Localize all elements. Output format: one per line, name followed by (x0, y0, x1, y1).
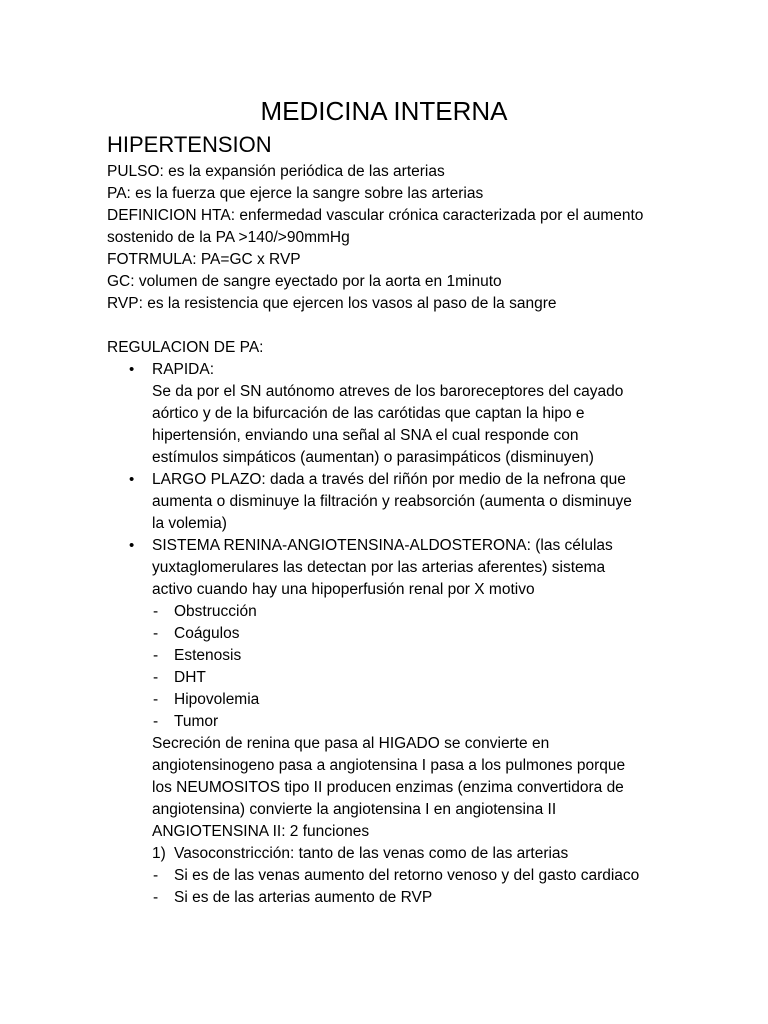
list-item-label: SISTEMA RENINA-ANGIOTENSINA-ALDOSTERONA: (las células (152, 537, 613, 554)
cause-item (107, 623, 667, 645)
cause-item (107, 601, 667, 623)
secretion-line: Secreción de renina que pasa al HIGADO se convierte en (152, 735, 550, 752)
function-detail-label: Si es de las venas aumento del retorno venoso y del gasto cardiaco (174, 867, 640, 884)
function-number: 1) (152, 845, 166, 862)
list-item-sraa (107, 535, 667, 557)
function-detail (107, 887, 667, 909)
definition-line: PA: es la fuerza que ejerce la sangre sobre las arterias (107, 185, 484, 202)
definition-line: DEFINICION HTA: enfermedad vascular crónica caracterizada por el aumento (107, 207, 644, 224)
list-item-largo-plazo (107, 469, 667, 491)
function-detail (107, 865, 667, 887)
function-item (107, 843, 667, 865)
dash-icon: - (153, 669, 159, 686)
cause-label: Coágulos (174, 625, 240, 642)
cause-label: Estenosis (174, 647, 242, 664)
function-detail-label: Si es de las arterias aumento de RVP (174, 889, 433, 906)
definition-line: GC: volumen de sangre eyectado por la aorta en 1minuto (107, 273, 502, 290)
section-heading: HIPERTENSION (107, 132, 272, 157)
dash-icon: - (153, 647, 159, 664)
bullet-icon: • (129, 537, 135, 554)
bullet-icon: • (129, 361, 135, 378)
list-item-text: la volemia) (152, 515, 227, 532)
definition-line: RVP: es la resistencia que ejercen los vasos al paso de la sangre (107, 295, 557, 312)
secretion-line: angiotensinogeno pasa a angiotensina I pasa a los pulmones porque (152, 757, 626, 774)
list-item-label: LARGO PLAZO: dada a través del riñón por medio de la nefrona que (152, 471, 626, 488)
page-title: MEDICINA INTERNA (260, 96, 508, 126)
regulacion-title: REGULACION DE PA: (107, 339, 264, 356)
secretion-line: angiotensina) convierte la angiotensina I en angiotensina II (152, 801, 557, 818)
function-label: Vasoconstricción: tanto de las venas como de las arterias (174, 845, 569, 862)
cause-label: Tumor (174, 713, 219, 730)
list-item-text: hipertensión, enviando una señal al SNA el cual responde con (152, 427, 579, 444)
cause-item (107, 667, 667, 689)
secretion-line: los NEUMOSITOS tipo II producen enzimas (enzima convertidora de (152, 779, 624, 796)
dash-icon: - (153, 691, 159, 708)
definition-line: sostenido de la PA >140/>90mmHg (107, 229, 350, 246)
cause-label: DHT (174, 669, 206, 686)
cause-item (107, 645, 667, 667)
secretion-line: ANGIOTENSINA II: 2 funciones (152, 823, 370, 840)
cause-label: Hipovolemia (174, 691, 260, 708)
list-item-text: estímulos simpáticos (aumentan) o parasimpáticos (disminuyen) (152, 449, 594, 466)
list-item-text: Se da por el SN autónomo atreves de los baroreceptores del cayado (152, 383, 624, 400)
cause-item (107, 689, 667, 711)
list-item-text: aórtico y de la bifurcación de las carótidas que captan la hipo e (152, 405, 585, 422)
list-item-rapida (107, 359, 667, 381)
list-item-text: yuxtaglomerulares las detectan por las arterias aferentes) sistema (152, 559, 606, 576)
spacer (107, 315, 667, 337)
definition-line: FOTRMULA: PA=GC x RVP (107, 251, 301, 268)
list-item-text: aumenta o disminuye la filtración y reabsorción (aumenta o disminuye (152, 493, 632, 510)
bullet-icon: • (129, 471, 135, 488)
dash-icon: - (153, 713, 159, 730)
dash-icon: - (153, 889, 159, 906)
dash-icon: - (153, 603, 159, 620)
definition-line: PULSO: es la expansión periódica de las arterias (107, 163, 445, 180)
document-body (107, 161, 667, 909)
dash-icon: - (153, 867, 159, 884)
dash-icon: - (153, 625, 159, 642)
list-item-text: activo cuando hay una hipoperfusión renal por X motivo (152, 581, 535, 598)
cause-label: Obstrucción (174, 603, 257, 620)
cause-item (107, 711, 667, 733)
list-item-label: RAPIDA: (152, 361, 215, 378)
